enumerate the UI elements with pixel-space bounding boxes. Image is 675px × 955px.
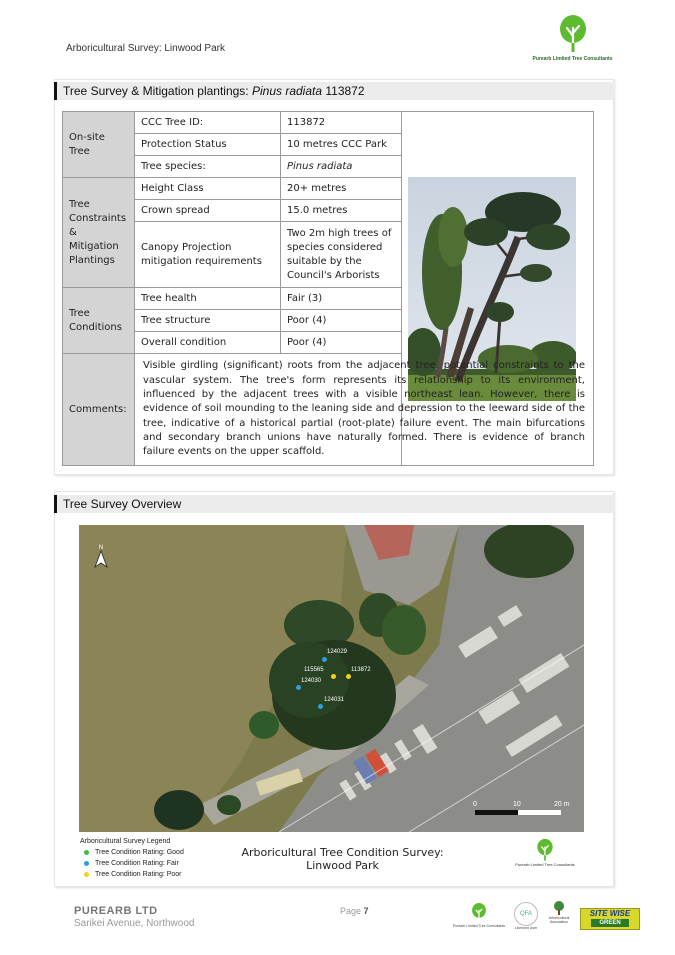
tree-label-113872: 113872 bbox=[351, 667, 371, 673]
tree-marker-124031 bbox=[318, 704, 323, 709]
tree-logo-icon bbox=[535, 838, 555, 862]
row-value-structure: Poor (4) bbox=[281, 310, 402, 332]
row-value-height: 20+ metres bbox=[281, 178, 402, 200]
section-heading-overview bbox=[54, 495, 615, 513]
section-title-overview: Tree Survey Overview bbox=[63, 497, 182, 511]
legend-item-good: Tree Condition Rating: Good bbox=[80, 847, 184, 858]
row-value-species: Pinus radiata bbox=[281, 156, 402, 178]
legend-item-poor: Tree Condition Rating: Poor bbox=[80, 869, 184, 880]
comments-text: Visible girdling (significant) roots from the adjacent tree, potential constraints to the vascular system. The tree's form represents its relationship to its environment, influenced by the adjacent trees with a visible northeast lean. However, there is evidence of soil mounding to the leaning side and depression to the leeward side of the tree, indicative of a historical partial (root-plate) failure event. The main bifurcations and secondary branch unions have naturally formed. There is evidence of branch failure events on the upper scaffold. bbox=[143, 360, 585, 458]
tree-label-124031: 124031 bbox=[324, 697, 345, 703]
row-value-canopy: Two 2m high trees of species considered suitable by the Council's Arborists bbox=[281, 222, 402, 288]
aerial-map bbox=[79, 525, 584, 832]
row-label-canopy: Canopy Projection mitigation requirements bbox=[135, 222, 281, 288]
legend-item-fair: Tree Condition Rating: Fair bbox=[80, 858, 184, 869]
legend-title: Arboricultural Survey Legend bbox=[80, 838, 171, 845]
map-title-line1: Arboricultural Tree Condition Survey: bbox=[241, 846, 444, 859]
qfa-seal-icon: QFA bbox=[514, 902, 538, 926]
section-title-id: 113872 bbox=[322, 84, 365, 98]
row-value-protection: 10 metres CCC Park bbox=[281, 134, 402, 156]
page-number: 7 bbox=[363, 906, 369, 916]
badge-arb-caption: Arboricultural Association bbox=[548, 916, 570, 924]
section-heading-tree-survey bbox=[54, 82, 615, 100]
footer-badge-sitewise bbox=[580, 908, 640, 930]
row-label-tree-id: CCC Tree ID: bbox=[135, 112, 281, 134]
tree-label-115565: 115565 bbox=[304, 667, 324, 673]
row-value-health: Fair (3) bbox=[281, 288, 402, 310]
footer-badge-purearb bbox=[450, 902, 508, 928]
footer-page-number: Page 7 bbox=[340, 906, 369, 916]
tree-marker-124029 bbox=[322, 657, 327, 662]
footer-badge-arb bbox=[542, 900, 576, 924]
tree-label-124030: 124030 bbox=[301, 678, 322, 684]
map-logo bbox=[510, 838, 580, 867]
row-value-crown: 15.0 metres bbox=[281, 200, 402, 222]
tree-logo-icon bbox=[556, 14, 590, 54]
map-legend bbox=[80, 836, 184, 880]
purearb-logo bbox=[525, 14, 620, 66]
badge-qfa-caption: Licensed User bbox=[514, 926, 538, 930]
arb-association-icon bbox=[552, 900, 566, 916]
tree-survey-table bbox=[62, 111, 594, 466]
logo-caption: Purearb Limited Tree Consultants bbox=[532, 56, 613, 62]
row-label-structure: Tree structure bbox=[135, 310, 281, 332]
tree-marker-124030 bbox=[296, 685, 301, 690]
scale-label-10: 10 bbox=[513, 801, 521, 808]
group-tree-conditions: Tree Conditions bbox=[63, 288, 135, 354]
north-label: N bbox=[98, 545, 104, 551]
sitewise-green-label: GREEN bbox=[591, 919, 629, 927]
row-label-health: Tree health bbox=[135, 288, 281, 310]
map-title-line2: Linwood Park bbox=[306, 859, 379, 872]
section-title-species: Pinus radiata bbox=[251, 84, 323, 98]
tree-logo-icon bbox=[470, 902, 488, 924]
footer-address: Sarikei Avenue, Northwood bbox=[74, 918, 195, 929]
row-value-tree-id: 113872 bbox=[281, 112, 402, 134]
row-value-overall: Poor (4) bbox=[281, 332, 402, 354]
tree-label-124029: 124029 bbox=[327, 649, 348, 655]
map-logo-caption: Purearb Limited Tree Consultants bbox=[515, 862, 575, 867]
document-header-title: Arboricultural Survey: Linwood Park bbox=[66, 43, 225, 54]
footer-company: PUREARB LTD bbox=[74, 905, 158, 917]
group-onsite-tree: On-site Tree bbox=[63, 112, 135, 178]
row-label-protection: Protection Status bbox=[135, 134, 281, 156]
tree-marker-115565 bbox=[331, 674, 336, 679]
section-title-prefix: Tree Survey & Mitigation plantings: bbox=[63, 84, 252, 98]
sitewise-label: SITE WISE bbox=[589, 909, 631, 918]
scale-bar bbox=[475, 810, 561, 815]
comments-cell bbox=[135, 354, 594, 466]
badge-purearb-caption: Purearb Limited Tree Consultants bbox=[452, 924, 506, 928]
group-tree-constraints: Tree Constraints & Mitigation Plantings bbox=[63, 178, 135, 288]
north-arrow-icon bbox=[91, 543, 111, 569]
map-title bbox=[240, 846, 445, 872]
group-comments: Comments: bbox=[63, 354, 135, 466]
tree-marker-113872 bbox=[346, 674, 351, 679]
row-label-height: Height Class bbox=[135, 178, 281, 200]
row-label-crown: Crown spread bbox=[135, 200, 281, 222]
row-label-species: Tree species: bbox=[135, 156, 281, 178]
scale-label-0: 0 bbox=[473, 801, 477, 808]
row-label-overall: Overall condition bbox=[135, 332, 281, 354]
scale-label-20: 20 m bbox=[554, 801, 570, 808]
footer-badge-qfa bbox=[512, 902, 540, 930]
